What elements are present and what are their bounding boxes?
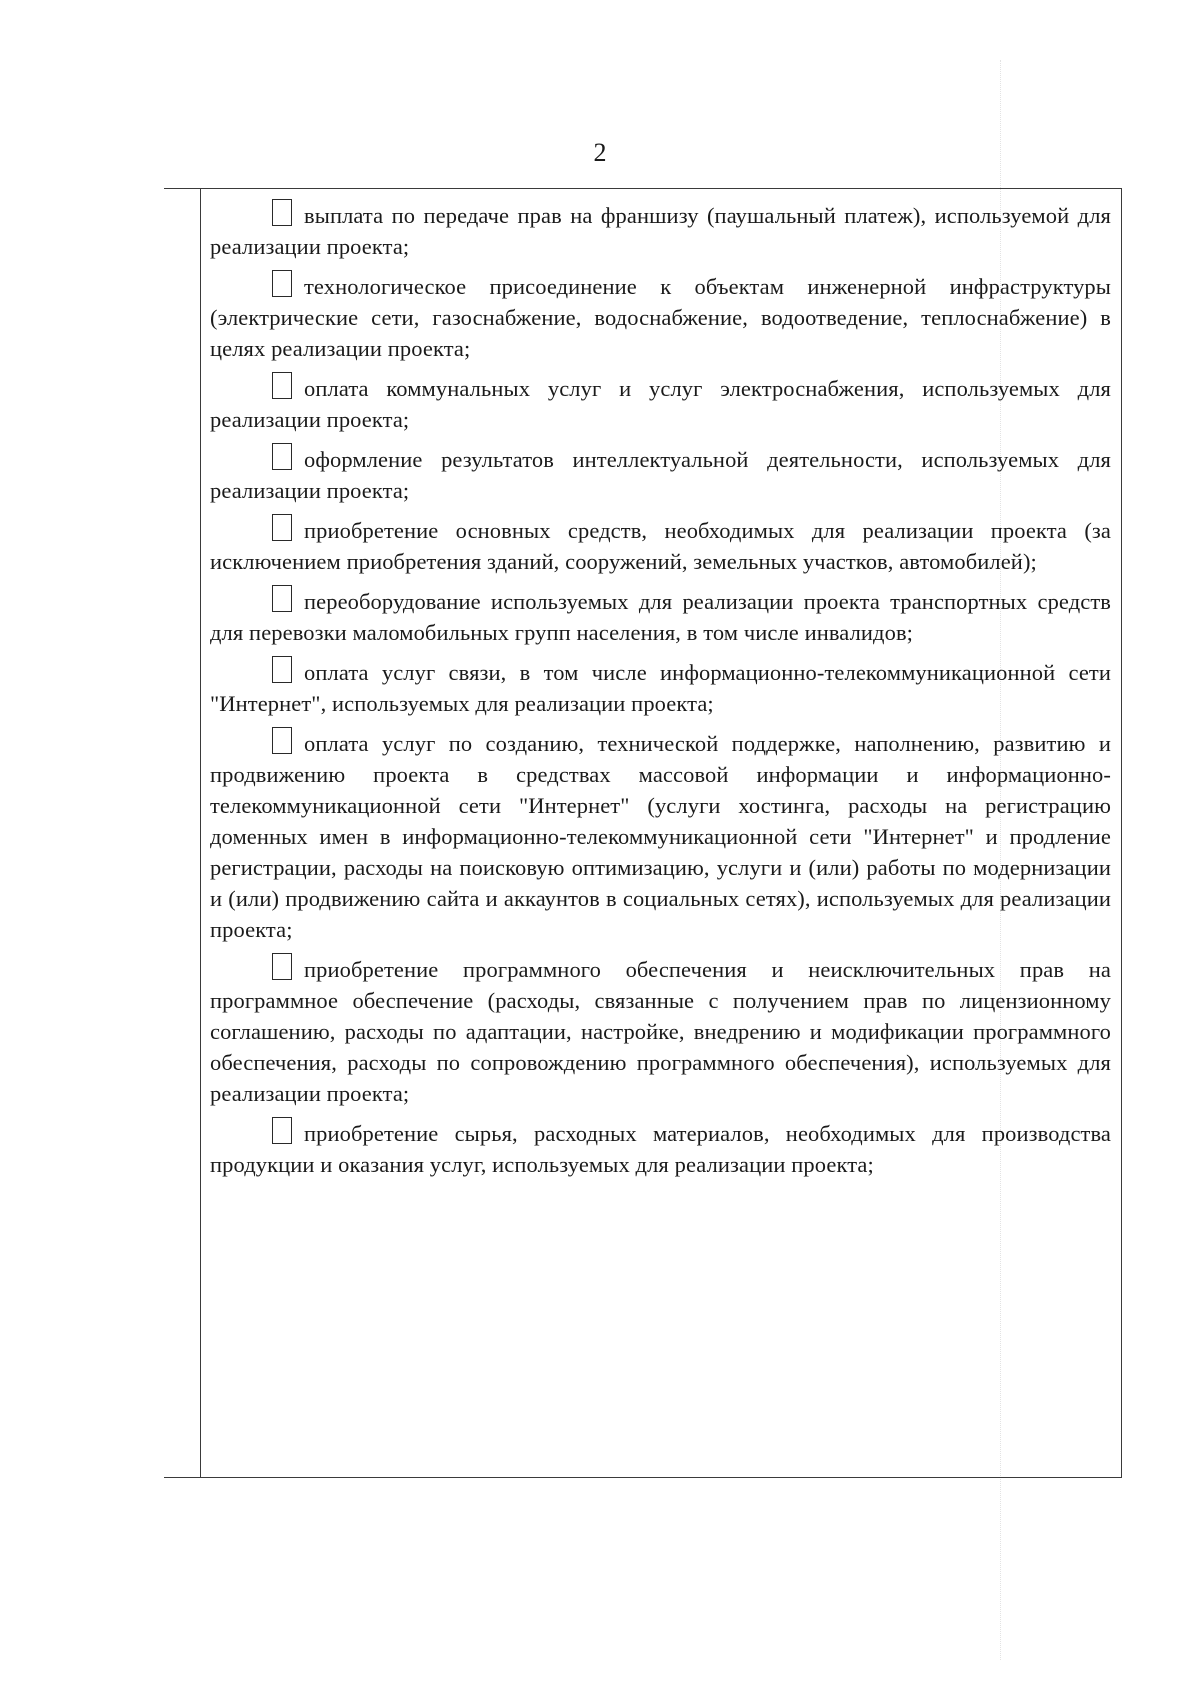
checkbox[interactable] (272, 1117, 292, 1144)
list-item (210, 585, 1111, 648)
list-item (210, 270, 1111, 364)
item-text: приобретение сырья, расходных материалов, необходимых для производства продукции и оказания услуг, используемых для реализации проекта; (210, 1121, 1111, 1177)
list-item (210, 1117, 1111, 1180)
table-column-divider (200, 189, 201, 1477)
checkbox[interactable] (272, 656, 292, 683)
list-item (210, 656, 1111, 719)
list-item (210, 953, 1111, 1109)
checkbox[interactable] (272, 372, 292, 399)
list-item (210, 443, 1111, 506)
checkbox[interactable] (272, 953, 292, 980)
checkbox[interactable] (272, 514, 292, 541)
item-text: оплата коммунальных услуг и услуг электроснабжения, используемых для реализации проекта; (210, 376, 1111, 432)
checkbox[interactable] (272, 727, 292, 754)
item-text: переоборудование используемых для реализации проекта транспортных средств для перевозки маломобильных групп населения, в том числе инвалидов; (210, 589, 1111, 645)
checkbox-list (210, 199, 1111, 1188)
checkbox[interactable] (272, 199, 292, 226)
checkbox[interactable] (272, 443, 292, 470)
form-table (164, 188, 1122, 1478)
list-item (210, 199, 1111, 262)
item-text: оплата услуг по созданию, технической поддержке, наполнению, развитию и продвижению проекта в средствах массовой информации и информационно-телекоммуникационной сети "Интернет" (услуги хостинга, расходы на регистрацию доменных имен в информационно-телекоммуникационной сети "Интернет" и продление регистрации, расходы на поисковую оптимизацию, услуги и (или) работы по модернизации и (или) продвижению сайта и аккаунтов в социальных сетях), используемых для реализации проекта; (210, 731, 1111, 942)
item-text: оплата услуг связи, в том числе информационно-телекоммуникационной сети "Интернет", используемых для реализации проекта; (210, 660, 1111, 716)
item-text: технологическое присоединение к объектам инженерной инфраструктуры (электрические сети, газоснабжение, водоснабжение, водоотведение, теплоснабжение) в целях реализации проекта; (210, 274, 1111, 361)
list-item (210, 372, 1111, 435)
item-text: выплата по передаче прав на франшизу (паушальный платеж), используемой для реализации проекта; (210, 203, 1111, 259)
list-item (210, 514, 1111, 577)
item-text: приобретение программного обеспечения и неисключительных прав на программное обеспечение (расходы, связанные с получением прав по лицензионному соглашению, расходы по адаптации, настройке, внедрению и модификации программного обеспечения, расходы по сопровождению программного обеспечения), используемых для реализации проекта; (210, 957, 1111, 1106)
page-number: 2 (593, 138, 607, 167)
item-text: приобретение основных средств, необходимых для реализации проекта (за исключением приобретения зданий, сооружений, земельных участков, автомобилей); (210, 518, 1111, 574)
checkbox[interactable] (272, 270, 292, 297)
list-item (210, 727, 1111, 945)
checkbox[interactable] (272, 585, 292, 612)
item-text: оформление результатов интеллектуальной деятельности, используемых для реализации проекта; (210, 447, 1111, 503)
